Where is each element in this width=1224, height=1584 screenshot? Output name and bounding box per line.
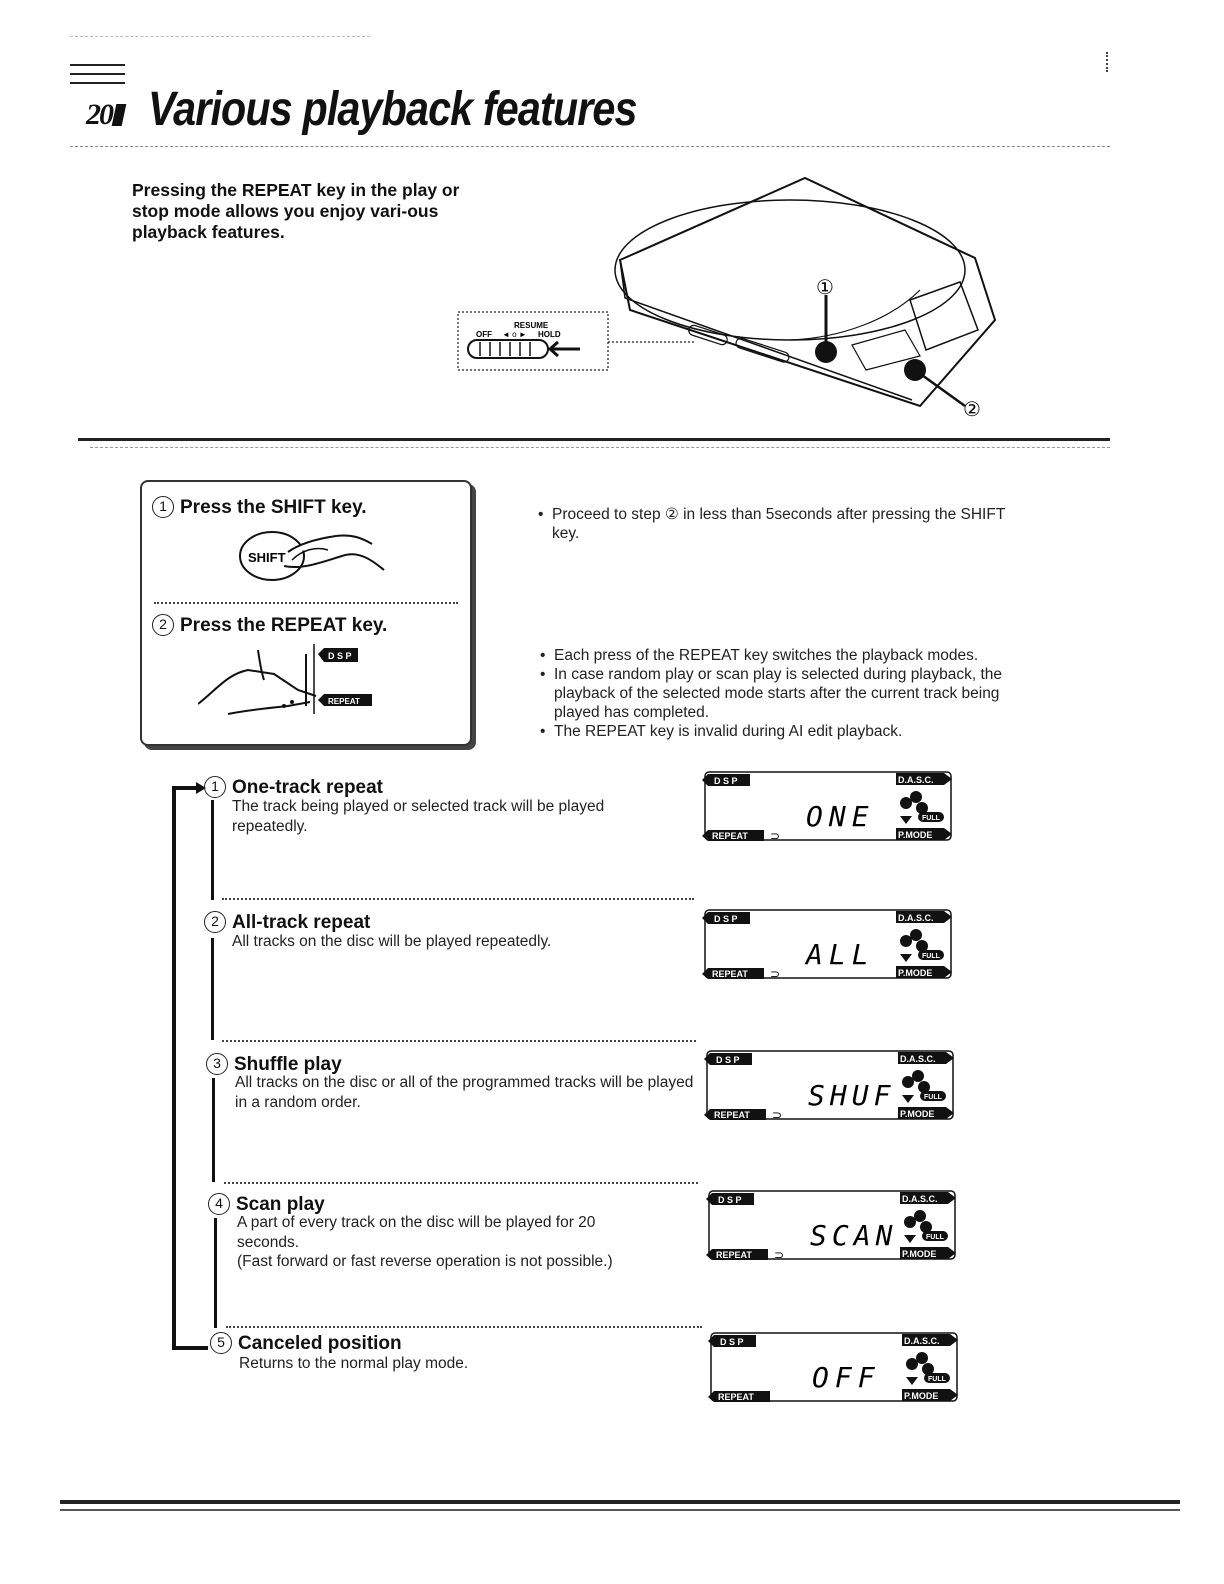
svg-text:⊃: ⊃ (770, 967, 781, 980)
svg-text:◄ o ►: ◄ o ► (502, 330, 527, 339)
lcd-text: ONE (806, 800, 875, 833)
svg-text:D S P: D S P (714, 776, 738, 786)
svg-text:D S P: D S P (718, 1195, 742, 1205)
top-scan-marks (70, 36, 370, 40)
svg-text:REPEAT: REPEAT (716, 1250, 752, 1260)
svg-text:⊃: ⊃ (774, 1248, 785, 1261)
flow-arrow-4-5 (214, 1218, 217, 1328)
page-number: 20 (86, 98, 124, 132)
flow-arrow-2-3 (211, 938, 214, 1040)
mode-separator (222, 1040, 696, 1042)
lcd-text: OFF (812, 1361, 881, 1394)
svg-text:FULL: FULL (926, 1234, 944, 1241)
mode-3-title: 3 Shuffle play (206, 1053, 342, 1076)
step-2-label: 2 Press the REPEAT key. (152, 614, 387, 637)
mode-5-desc: Returns to the normal play mode. (239, 1355, 469, 1372)
lcd-display-off (708, 1331, 960, 1403)
svg-text:D.A.S.C.: D.A.S.C. (900, 1054, 936, 1064)
footer-rule (60, 1500, 1180, 1504)
step-2-number: 2 (152, 614, 174, 636)
callout-2: ② (963, 397, 981, 421)
flow-arrow-1-2 (211, 800, 214, 900)
svg-text:P.MODE: P.MODE (900, 1109, 935, 1119)
step-1-number: 1 (152, 496, 174, 518)
svg-text:FULL: FULL (924, 1094, 942, 1101)
svg-text:⊃: ⊃ (772, 1108, 783, 1121)
shift-key-text: SHIFT (248, 550, 286, 565)
mode-3-desc: All tracks on the disc or all of the programmed tracks will be played in a random order. (235, 1074, 694, 1111)
svg-text:REPEAT: REPEAT (714, 1110, 750, 1120)
mode-4-desc: A part of every track on the disc will be played for 20 seconds. (237, 1214, 596, 1251)
svg-text:REPEAT: REPEAT (712, 969, 748, 979)
svg-text:P.MODE: P.MODE (898, 830, 933, 840)
mode-4-note: (Fast forward or fast reverse operation is not possible.) (237, 1253, 613, 1270)
step-repeat-label: REPEAT (328, 697, 360, 706)
svg-text:FULL: FULL (928, 1376, 946, 1383)
notes-step-1 (538, 505, 1028, 543)
note-item: • Proceed to step ② in less than 5seconds after pressing the SHIFT key. (538, 505, 1028, 543)
cd-player-illustration (450, 170, 1110, 430)
title-rule (70, 146, 1110, 147)
svg-text:D.A.S.C.: D.A.S.C. (898, 775, 934, 785)
mode-5-title: 5 Canceled position (210, 1332, 402, 1355)
svg-text:REPEAT: REPEAT (718, 1392, 754, 1402)
mode-1-title: 1 One-track repeat (204, 776, 383, 799)
section-rule (78, 438, 1110, 441)
mode-separator (224, 1182, 698, 1184)
svg-text:D S P: D S P (714, 914, 738, 924)
svg-text:REPEAT: REPEAT (712, 831, 748, 841)
note-item: • In case random play or scan play is selected during playback, the playback of the selected mode starts after the current track being played has completed. (540, 665, 1030, 722)
note-item: • The REPEAT key is invalid during AI edit playback. (540, 722, 1030, 741)
header-bars (70, 64, 125, 91)
svg-text:D.A.S.C.: D.A.S.C. (904, 1336, 940, 1346)
mode-4-title: 4 Scan play (208, 1193, 325, 1216)
note-item: • Each press of the REPEAT key switches the playback modes. (540, 646, 1030, 665)
mode-separator (226, 1326, 702, 1328)
loop-back-line (172, 786, 176, 1350)
svg-text:D S P: D S P (716, 1055, 740, 1065)
svg-text:D S P: D S P (720, 1337, 744, 1347)
svg-text:D.A.S.C.: D.A.S.C. (902, 1194, 938, 1204)
switch-resume-label: RESUME (514, 321, 549, 330)
mode-2-title: 2 All-track repeat (204, 911, 370, 934)
footer-rule-thin (60, 1509, 1180, 1511)
lcd-display-one (702, 770, 954, 842)
mode-separator (222, 898, 694, 900)
page-title: Various playback features (148, 83, 637, 136)
margin-mark (1106, 52, 1108, 72)
steps-box (140, 480, 472, 746)
mode-1-desc: The track being played or selected track will be played repeatedly. (232, 798, 605, 835)
step-1-label: 1 Press the SHIFT key. (152, 496, 367, 519)
mode-2-desc: All tracks on the disc will be played repeatedly. (232, 933, 552, 950)
switch-off-label: OFF (476, 330, 492, 339)
svg-text:FULL: FULL (922, 953, 940, 960)
svg-text:FULL: FULL (922, 815, 940, 822)
section-rule-dashed (90, 447, 1110, 448)
switch-hold-label: HOLD (538, 330, 561, 339)
lcd-text: SCAN (810, 1219, 898, 1252)
intro-text: Pressing the REPEAT key in the play or stop mode allows you enjoy vari-ous playback features. (132, 180, 460, 242)
svg-text:⊃: ⊃ (770, 829, 781, 842)
lcd-display-shuf (704, 1049, 956, 1121)
flow-arrow-3-4 (212, 1078, 215, 1182)
notes-step-2 (540, 646, 1030, 741)
svg-text:P.MODE: P.MODE (904, 1391, 939, 1401)
repeat-key-press-icon (198, 644, 448, 734)
lcd-text: SHUF (808, 1079, 896, 1112)
lcd-text: ALL (806, 938, 875, 971)
svg-text:P.MODE: P.MODE (902, 1249, 937, 1259)
lcd-display-all (702, 908, 954, 980)
shift-key-press-icon (232, 526, 392, 596)
loop-bottom-connector (172, 1346, 208, 1350)
svg-text:D.A.S.C.: D.A.S.C. (898, 913, 934, 923)
step-dsp-label: D S P (328, 651, 352, 661)
svg-text:P.MODE: P.MODE (898, 968, 933, 978)
lcd-display-scan (706, 1189, 958, 1261)
callout-1: ① (816, 275, 834, 299)
step-separator (154, 602, 458, 604)
